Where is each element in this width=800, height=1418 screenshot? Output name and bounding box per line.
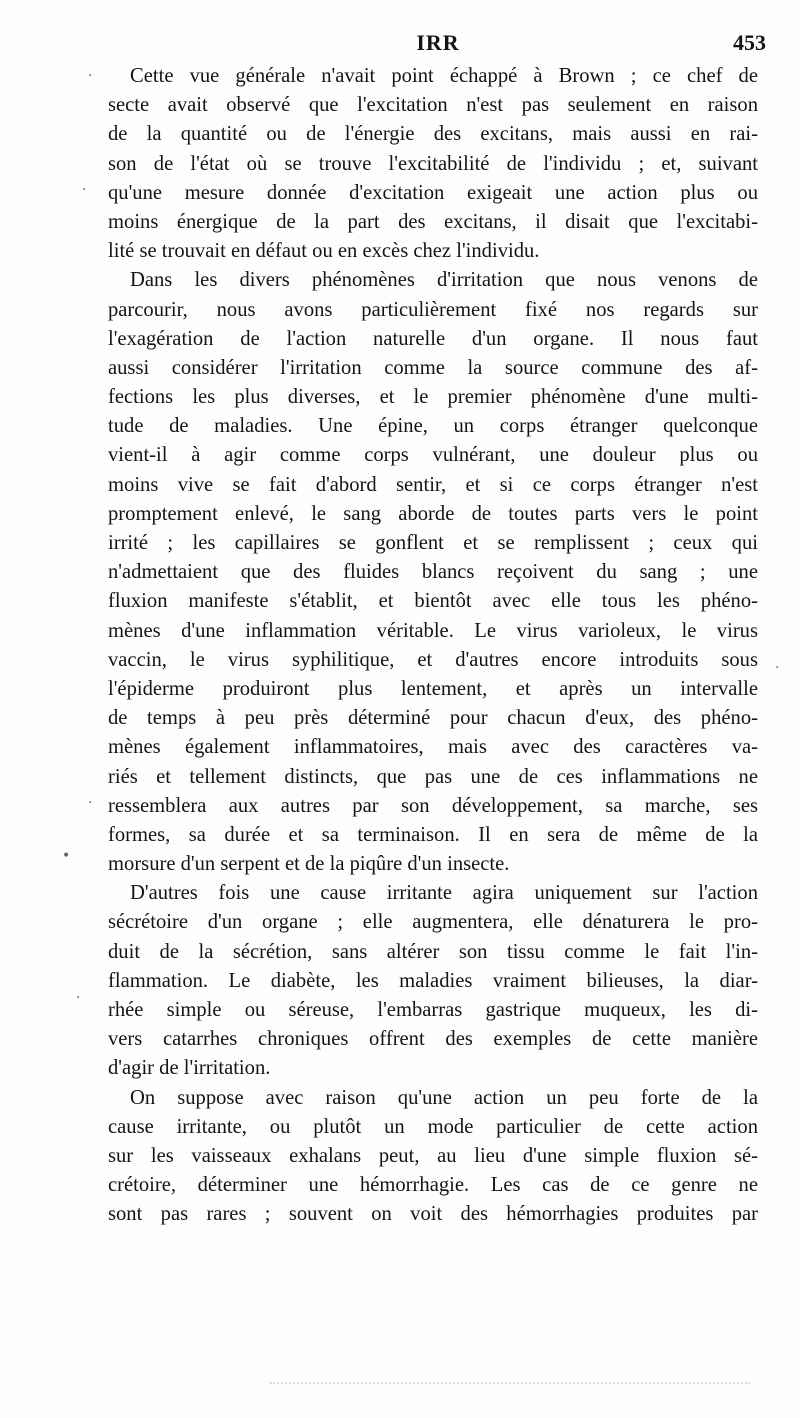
text-line: mènes d'une inflammation véritable. Le virus varioleux, le virus [108, 619, 758, 642]
text-line: parcourir, nous avons particulièrement fixé nos regards sur [108, 298, 758, 321]
text-line: Dans les divers phénomènes d'irritation que nous venons de [130, 269, 758, 292]
text-line: son de l'état où se trouve l'excitabilité de l'individu ; et, suivant [108, 152, 758, 175]
running-header [108, 30, 768, 60]
text-line: secte avait observé que l'excitation n'est pas seulement en raison [108, 94, 758, 117]
text-line: d'agir de l'irritation. [108, 1057, 271, 1080]
text-line: crétoire, déterminer une hémorrhagie. Les cas de ce genre ne [108, 1174, 758, 1197]
bottom-scan-artifact [270, 1382, 750, 1388]
text-line: promptement enlevé, le sang aborde de toutes parts vers le point [108, 502, 758, 525]
text-line: morsure d'un serpent et de la piqûre d'un insecte. [108, 853, 510, 876]
text-line: vient-il à agir comme corps vulnérant, une douleur plus ou [108, 444, 758, 467]
text-line: fections les plus diverses, et le premier phénomène d'une multi- [108, 386, 758, 409]
page-number: 453 [733, 30, 766, 55]
text-line: tude de maladies. Une épine, un corps étranger quelconque [108, 415, 758, 438]
text-line: lité se trouvait en défaut ou en excès chez l'individu. [108, 240, 540, 263]
scan-speck-mark: · [775, 660, 780, 676]
scan-speck-mark: • [62, 848, 71, 864]
text-line: moins vive se fait d'abord sentir, et si ce corps étranger n'est [108, 473, 758, 496]
text-line: irrité ; les capillaires se gonflent et se remplissent ; ceux qui [108, 532, 758, 554]
paragraph [108, 266, 758, 879]
body-text [108, 62, 758, 1230]
text-line: duit de la sécrétion, sans altérer son tissu comme le fait l'in- [108, 940, 758, 963]
text-line: cause irritante, ou plutôt un mode particulier de cette action [108, 1115, 758, 1138]
text-line: D'autres fois une cause irritante agira uniquement sur l'action [130, 882, 758, 905]
text-line: rhée simple ou séreuse, l'embarras gastrique muqueux, les di- [108, 999, 758, 1021]
text-line: l'exagération de l'action naturelle d'un organe. Il nous faut [108, 327, 758, 350]
running-title: IRR [416, 30, 460, 55]
text-line: moins énergique de la part des excitans, il disait que l'excitabi- [108, 210, 758, 233]
text-line: n'admettaient que des fluides blancs reçoivent du sang ; une [108, 561, 758, 584]
text-line: flammation. Le diabète, les maladies vraiment bilieuses, la diar- [108, 969, 758, 992]
scan-speck-mark: · [76, 990, 81, 1006]
text-line: riés et tellement distincts, que pas une de ces inflammations ne [108, 765, 758, 788]
text-line: formes, sa durée et sa terminaison. Il en sera de même de la [108, 823, 758, 846]
text-line: sur les vaisseaux exhalans peut, au lieu d'une simple fluxion sé- [108, 1144, 758, 1167]
paragraph [108, 879, 758, 1083]
text-line: sont pas rares ; souvent on voit des hémorrhagies produites par [108, 1203, 758, 1226]
text-line: On suppose avec raison qu'une action un peu forte de la [130, 1086, 758, 1109]
text-line: Cette vue générale n'avait point échappé à Brown ; ce chef de [130, 65, 758, 87]
text-line: ressemblera aux autres par son développement, sa marche, ses [108, 794, 758, 817]
text-line: qu'une mesure donnée d'excitation exigeait une action plus ou [108, 181, 758, 204]
text-line: fluxion manifeste s'établit, et bientôt avec elle tous les phéno- [108, 590, 758, 613]
text-line: de temps à peu près déterminé pour chacun d'eux, des phéno- [108, 707, 758, 730]
text-line: mènes également inflammatoires, mais avec des caractères va- [108, 736, 758, 759]
text-line: sécrétoire d'un organe ; elle augmentera, elle dénaturera le pro- [108, 911, 758, 934]
scan-speck-mark: · [82, 182, 87, 198]
scan-speck-mark: · [88, 68, 93, 84]
text-line: l'épiderme produiront plus lentement, et après un intervalle [108, 677, 758, 700]
text-line: vaccin, le virus syphilitique, et d'autres encore introduits sous [108, 648, 758, 671]
text-line: vers catarrhes chroniques offrent des exemples de cette manière [108, 1028, 758, 1051]
paragraph [108, 62, 758, 266]
paragraph [108, 1084, 758, 1230]
text-line: aussi considérer l'irritation comme la source commune des af- [108, 356, 758, 379]
scan-speck-mark: · [88, 795, 93, 811]
text-line: de la quantité ou de l'énergie des excitans, mais aussi en rai- [108, 123, 758, 146]
